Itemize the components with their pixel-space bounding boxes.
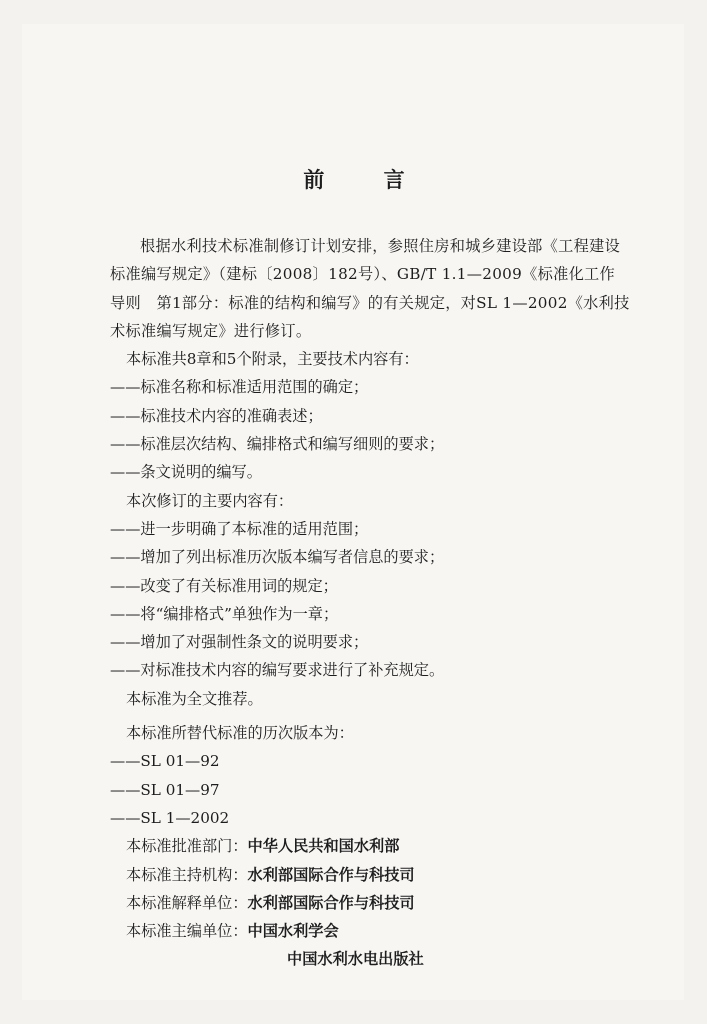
info-value: 中华人民共和国水利部 bbox=[247, 837, 400, 856]
contents-item: ——标准技术内容的准确表述； bbox=[110, 406, 323, 425]
info-value: 水利部国际合作与科技司 bbox=[247, 865, 415, 884]
history-item: ——SL 01—92 bbox=[110, 752, 220, 771]
revision-item: ——对标准技术内容的编写要求进行了补充规定。 bbox=[110, 661, 445, 680]
info-row bbox=[110, 917, 630, 945]
info-label: 本标准主编单位： bbox=[126, 922, 248, 941]
revision-item: ——改变了有关标准用词的规定； bbox=[110, 576, 338, 595]
history-heading: 本标准所替代标准的历次版本为： bbox=[126, 724, 354, 743]
contents-heading: 本标准共8章和5个附录，主要技术内容有： bbox=[126, 350, 419, 369]
intro-paragraph: 根据水利技术标准制修订计划安排，参照住房和城乡建设部《工程建设标准编写规定》（建标〔2008〕182号）、GB/T 1.1—2009《标准化工作导则 第1部分：标准的结构和编写》的有关规定，对SL 1—2002《水利技术标准编写规定》进行修订。 bbox=[110, 237, 630, 340]
info-label: 本标准解释单位： bbox=[126, 893, 248, 912]
revision-heading: 本次修订的主要内容有： bbox=[126, 491, 294, 510]
history-item: ——SL 01—97 bbox=[110, 780, 220, 799]
revision-item: ——进一步明确了本标准的适用范围； bbox=[110, 519, 369, 538]
info-label: 本标准批准部门： bbox=[126, 837, 248, 856]
contents-item: ——标准名称和标准适用范围的确定； bbox=[110, 378, 369, 397]
info-continuation: 中国水利水电出版社 bbox=[287, 950, 424, 969]
page-title: 前 言 bbox=[303, 168, 431, 192]
document-body bbox=[110, 232, 630, 974]
contents-item: ——标准层次结构、编排格式和编写细则的要求； bbox=[110, 435, 445, 454]
contents-item: ——条文说明的编写。 bbox=[110, 463, 262, 482]
revision-item: ——增加了对强制性条文的说明要求； bbox=[110, 633, 369, 652]
info-row bbox=[110, 861, 630, 889]
info-value: 水利部国际合作与科技司 bbox=[247, 893, 415, 912]
info-row bbox=[110, 889, 630, 917]
document-page bbox=[22, 24, 684, 1000]
info-value: 中国水利学会 bbox=[247, 922, 339, 941]
info-row bbox=[110, 832, 630, 860]
info-label: 本标准主持机构： bbox=[126, 865, 248, 884]
recommend-statement: 本标准为全文推荐。 bbox=[126, 689, 263, 708]
revision-item: ——将“编排格式”单独作为一章； bbox=[110, 604, 339, 623]
revision-item: ——增加了列出标准历次版本编写者信息的要求； bbox=[110, 548, 445, 567]
history-item: ——SL 1—2002 bbox=[110, 808, 230, 827]
